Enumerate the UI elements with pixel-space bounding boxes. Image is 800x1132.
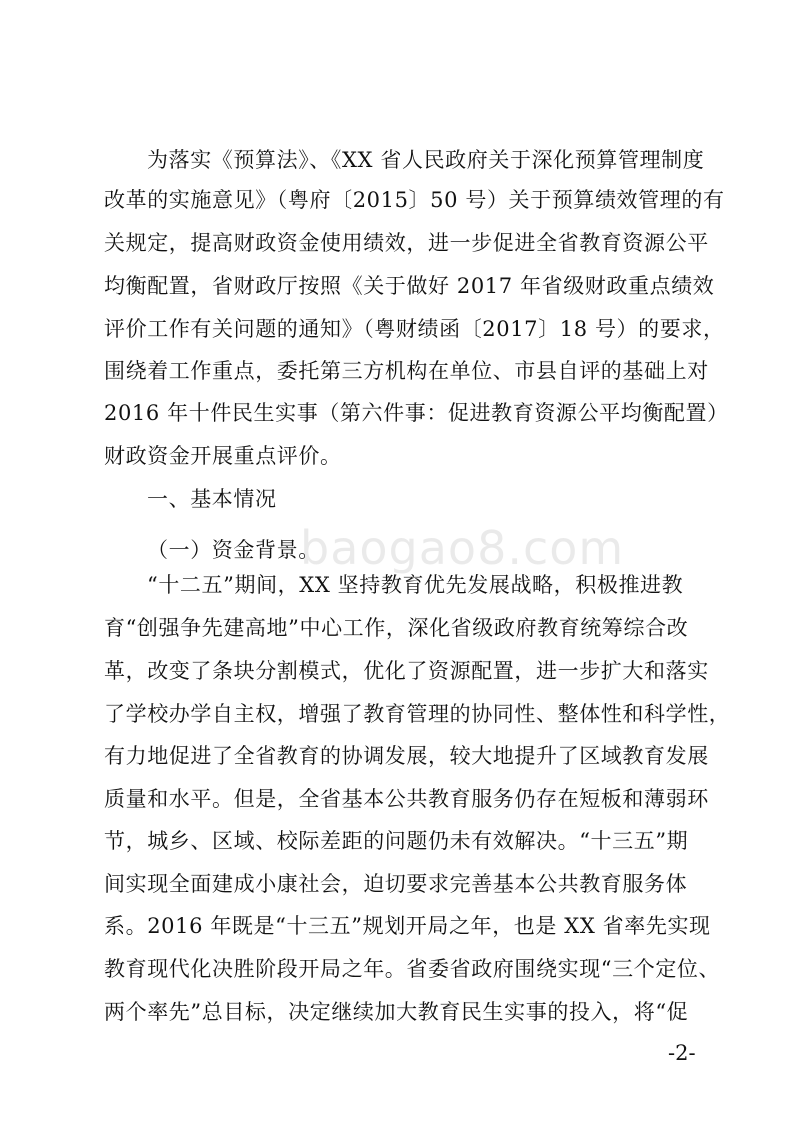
text-line: 质量和水平。但是，全省基本公共教育服务仍存在短板和薄弱环 [104, 787, 709, 811]
text-line: 财政资金开展重点评价。 [104, 444, 342, 468]
text-line: 育“创强争先建高地”中心工作，深化省级政府教育统筹综合改 [104, 616, 689, 640]
text-line: 评价工作有关问题的通知》（粤财绩函〔2017〕18 号）的要求， [104, 317, 725, 341]
text-line: 教育现代化决胜阶段开局之年。省委省政府围绕实现“三个定位、 [104, 957, 721, 981]
text-line: 了学校办学自主权，增强了教育管理的协同性、整体性和科学性， [104, 702, 731, 726]
text-line: 改革的实施意见》（粤府〔2015〕50 号）关于预算绩效管理的有 [104, 188, 725, 212]
text-line: 有力地促进了全省教育的协调发展，较大地提升了区域教育发展 [104, 744, 709, 768]
watermark: baogao8.com [300, 521, 625, 575]
text-line: 间实现全面建成小康社会，迫切要求完善基本公共教育服务体 [104, 872, 688, 896]
text-line: 两个率先”总目标，决定继续加大教育民生实事的投入，将“促 [104, 1000, 689, 1024]
text-line: 关规定，提高财政资金使用绩效，进一步促进全省教育资源公平 [104, 231, 709, 255]
subsection-heading: （一）资金背景。 [147, 538, 320, 562]
text-line: 围绕着工作重点，委托第三方机构在单位、市县自评的基础上对 [104, 359, 709, 383]
text-line: “十二五”期间，XX 坚持教育优先发展战略，积极推进教 [147, 573, 684, 597]
page-number: -2- [668, 1041, 696, 1065]
text-line: 节，城乡、区域、校际差距的问题仍未有效解决。“十三五”期 [104, 829, 689, 853]
text-line: 2016 年十件民生实事（第六件事：促进教育资源公平均衡配置） [104, 401, 729, 425]
text-line: 系。2016 年既是“十三五”规划开局之年，也是 XX 省率先实现 [104, 914, 711, 938]
text-line: 均衡配置，省财政厅按照《关于做好 2017 年省级财政重点绩效 [104, 274, 715, 298]
section-heading: 一、基本情况 [147, 487, 277, 511]
text-line: 革，改变了条块分割模式，优化了资源配置，进一步扩大和落实 [104, 659, 709, 683]
text-line: 为落实《预算法》、《XX 省人民政府关于深化预算管理制度 [147, 148, 705, 172]
